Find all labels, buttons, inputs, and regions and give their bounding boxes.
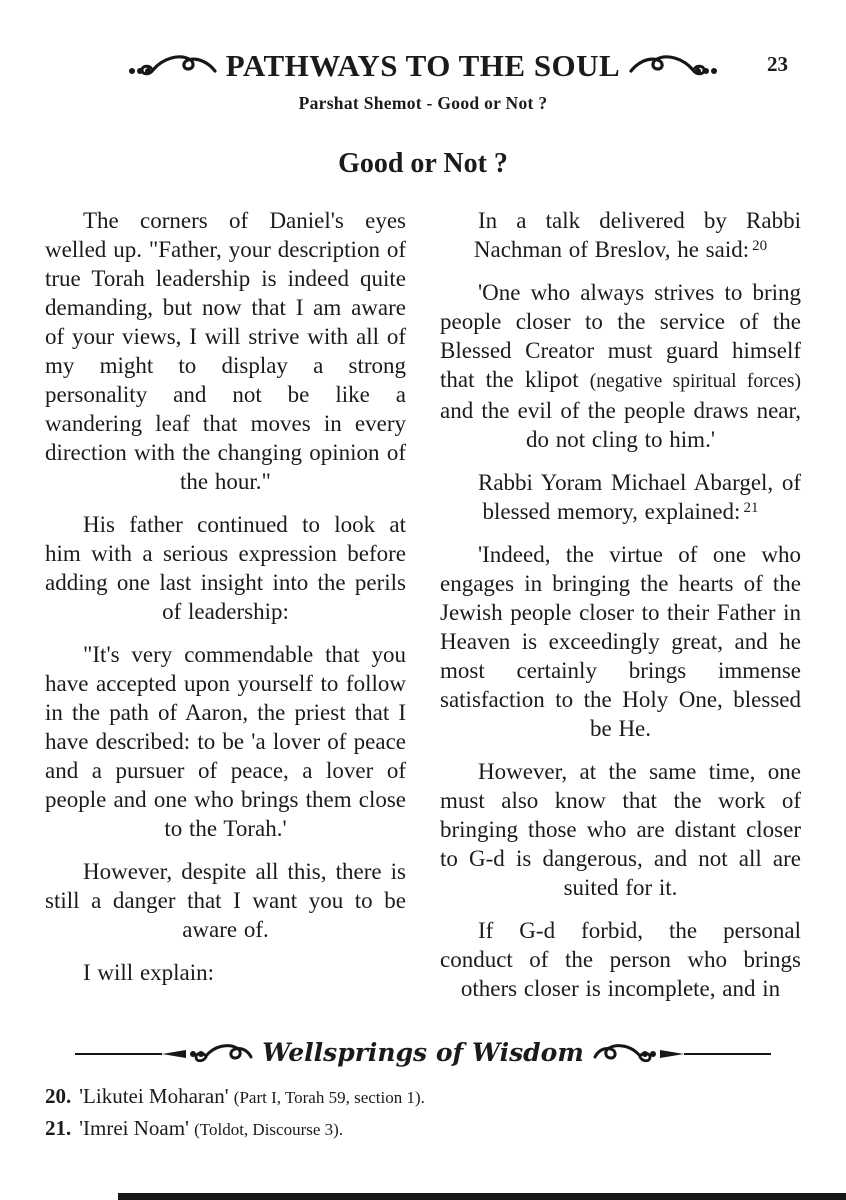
paragraph — [440, 757, 801, 902]
footnote-source: 'Likutei Moharan' — [79, 1084, 234, 1108]
divider-flourish-left-icon — [162, 1040, 254, 1068]
text-segment: If G-d forbid, the personal conduct of the person who brings others closer is incomplete, and in — [440, 918, 801, 1001]
paragraph — [45, 206, 406, 496]
chapter-subtitle: Parshat Shemot - Good or Not ? — [298, 93, 548, 113]
text-segment: However, despite all this, there is still a danger that I want you to be aware of. — [45, 859, 406, 942]
footnote — [45, 1113, 801, 1145]
divider-rule-right — [684, 1053, 771, 1055]
right-column — [440, 206, 801, 1017]
footnote-reference: 20 — [752, 238, 768, 254]
scan-edge-artifact — [118, 1193, 846, 1200]
footnote-number: 20. — [45, 1084, 72, 1108]
page-header — [0, 0, 846, 86]
text-segment: "It's very commendable that you have accepted upon yourself to follow in the path of Aaron, the priest that I have described: to be 'a lover of peace and a pursuer of peace, a lover of people and one who brings them close to the Torah.' — [45, 642, 406, 841]
text-segment: I will explain: — [83, 960, 215, 985]
paragraph — [440, 540, 801, 743]
text-segment: However, at the same time, one must also know that the work of bringing those who are distant closer to G-d is dangerous, and not all are suited for it. — [440, 759, 801, 900]
text-segment: and the evil of the people draws near, do not cling to him.' — [440, 398, 801, 452]
divider-rule-left — [75, 1053, 162, 1055]
text-segment: In a talk delivered by Rabbi Nachman of Breslov, he said: — [473, 208, 801, 262]
text-columns — [0, 206, 846, 1017]
footnote-detail: (Part I, Torah 59, section 1). — [233, 1088, 425, 1107]
text-segment: 'Indeed, the virtue of one who engages in bringing the hearts of the Jewish people closer to their Father in Heaven is exceedingly great, and he most certainly brings immense satisfaction to the Holy One, blessed be He. — [440, 542, 801, 741]
paragraph — [45, 510, 406, 626]
left-column — [45, 206, 406, 1017]
paragraph — [45, 640, 406, 843]
paragraph — [45, 857, 406, 944]
divider-flourish-right-icon — [592, 1040, 684, 1068]
text-segment: His father continued to look at him with a serious expression before adding one last insight into the perils of leadership: — [45, 512, 406, 624]
footnote-reference: 21 — [743, 500, 759, 516]
page-number: 23 — [767, 52, 788, 76]
section-title: Good or Not ? — [338, 148, 508, 179]
paragraph — [45, 958, 406, 987]
paragraph — [440, 916, 801, 1003]
flourish-right-icon — [624, 50, 719, 82]
footnote-number: 21. — [45, 1116, 72, 1140]
footer-divider — [75, 1037, 771, 1071]
footnote — [45, 1081, 801, 1113]
footnote-detail: (Toldot, Discourse 3). — [194, 1120, 344, 1139]
text-segment: 'One who always strives to bring people closer to the service of the Blessed Creator must guard himself that the klipot — [440, 280, 801, 392]
text-segment: Rabbi Yoram Michael Abargel, of blessed memory, explained: — [478, 470, 801, 524]
book-title: PATHWAYS TO THE SOUL — [225, 48, 621, 83]
paragraph — [440, 278, 801, 454]
paragraph — [440, 468, 801, 526]
text-segment: (negative spiritual forces) — [589, 371, 801, 392]
divider-title: Wellsprings of Wisdom — [262, 1037, 584, 1067]
footnote-source: 'Imrei Noam' — [79, 1116, 195, 1140]
flourish-left-icon — [127, 50, 222, 82]
footnotes — [0, 1077, 846, 1145]
paragraph — [440, 206, 801, 264]
text-segment: The corners of Daniel's eyes welled up. "Father, your description of true Torah leadership is indeed quite demanding, but now that I am aware of your views, I will strive with all of my might to display a strong personality and not be like a wandering leaf that moves in every direction with the changing opinion of the hour." — [45, 208, 406, 494]
